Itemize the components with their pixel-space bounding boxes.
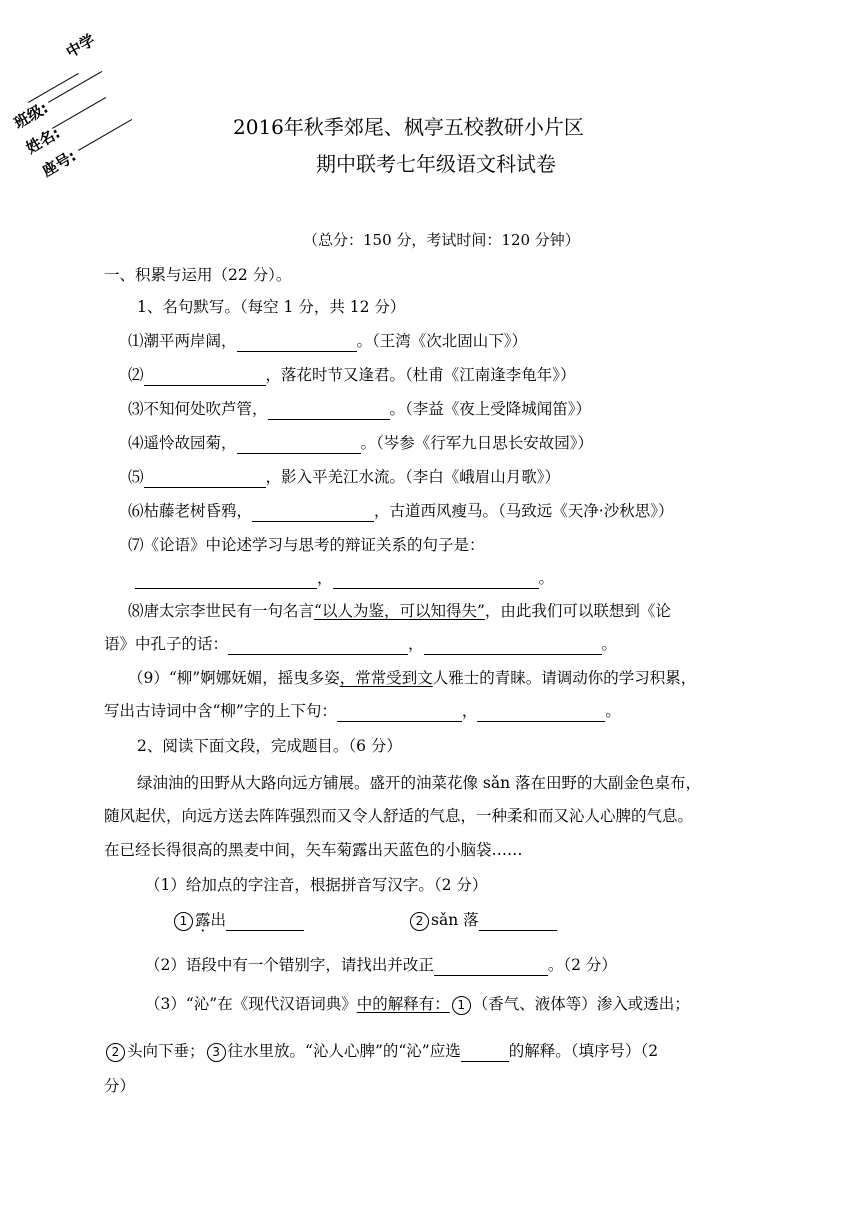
answer-blank[interactable] [434,959,548,976]
dotted-char: 露 [195,911,211,929]
answer-blank[interactable] [268,403,390,420]
question-1-item-7-answer [135,567,554,589]
circled-number: 1 [174,912,193,931]
school-label: 中学 [63,30,98,62]
answer-blank[interactable] [144,369,266,386]
question-1-item-8-answer [104,633,617,655]
sub-question-1-a [172,909,304,931]
item-text: 的解释。（填序号）（2 [508,1042,659,1060]
item-text: 语》中孔子的话： [104,635,229,653]
question-2-heading: 2、阅读下面文段，完成题目。（6 分） [137,737,402,755]
page-subtitle: 期中联考七年级语文科试卷 [316,152,556,176]
seat-label: 座号: [39,146,80,181]
item-source: ，古道西风瘦马。（马致远《天净·沙秋思》） [374,502,674,520]
answer-blank[interactable] [228,638,408,655]
question-1-item-1 [128,330,527,352]
name-label: 姓名: [23,123,64,158]
item-text: （2）语段中有一个错别字，请找出并改正 [145,956,434,974]
item-source: ，影入平羌江水流。（李白《峨眉山月歌》） [265,468,561,486]
question-1-item-8 [128,600,671,622]
sub-question-3-line-3: 分） [104,1077,136,1095]
item-text: 人雅士的青睐。请调动你的学习积累， [432,669,697,687]
answer-blank[interactable] [237,437,361,454]
passage-line-1: 绿油油的田野从大路向远方铺展。盛开的油菜花像 sǎn 落在田野的大副金色桌布， [137,774,702,792]
answer-blank[interactable] [252,505,374,522]
question-1-item-5 [128,466,560,488]
item-text: ⑴潮平两岸阔， [128,332,237,350]
item-text: 写出古诗词中含“柳”字的上下句： [104,702,337,720]
period: 。 [538,569,555,587]
sub-question-2 [145,954,617,976]
underlined-text: ，常常受到文 [339,669,433,687]
section-heading: 一、积累与运用（22 分）。 [104,266,292,284]
period: 。 [605,702,621,720]
student-info-stamp [0,0,170,200]
question-1-item-6 [128,500,673,522]
page-title: 2016年秋季郊尾、枫亭五校教研小片区 [233,115,584,139]
class-label: 班级: [11,98,52,133]
item-text: ⑶不知何处吹芦管， [128,400,268,418]
item-source: 。（王湾《次北固山下》） [356,332,528,350]
question-1-item-9 [128,667,696,689]
separator: ， [408,635,424,653]
answer-blank[interactable] [135,572,317,589]
circled-number: 1 [452,996,471,1015]
answer-blank[interactable] [424,638,602,655]
underlined-text: 中的解释有： [356,995,450,1013]
answer-blank[interactable] [226,914,304,931]
answer-blank[interactable] [144,471,266,488]
circled-number: 2 [106,1043,125,1062]
item-source: 。（李益《夜上受降城闻笛》） [389,400,592,418]
item-source: ，落花时节又逢君。（杜甫《江南逢李龟年》） [265,366,576,384]
sub-question-3-line-1 [145,993,690,1015]
item-text: sǎn 落 [431,911,479,929]
item-text: （3）“沁”在《现代汉语词典》 [145,995,357,1013]
question-1-item-4 [128,432,593,454]
circled-number: 3 [207,1043,226,1062]
item-text: 。（2 分） [547,956,617,974]
exam-info: （总分：150 分，考试时间：120 分钟） [303,231,580,249]
separator: ， [317,569,333,587]
answer-blank[interactable] [477,705,605,722]
item-text: （9）“柳”婀娜妩媚，摇曳多姿 [128,669,340,687]
answer-blank[interactable] [237,335,357,352]
famous-quote: “以人为鉴，可以知得失” [314,602,485,620]
answer-blank[interactable] [333,572,539,589]
item-text: ⑵ [128,366,144,384]
item-text: ，由此我们可以联想到《论 [484,602,671,620]
item-text: （香气、液体等）渗入或透出； [472,995,690,1013]
item-text: 头向下垂； [127,1042,205,1060]
item-text: 往水里放。“沁人心脾”的“沁”应选 [227,1042,461,1060]
answer-blank[interactable] [461,1045,509,1062]
question-1-item-7: ⑺《论语》中论述学习与思考的辩证关系的句子是： [128,536,485,554]
item-text: ⑸ [128,468,144,486]
answer-blank[interactable] [337,705,462,722]
item-text: 出 [210,911,227,929]
period: 。 [601,635,618,653]
name-line [52,97,106,129]
item-text: ⑹枯藤老树昏鸦， [128,502,253,520]
passage-line-2: 随风起伏，向远方送去阵阵强烈而又令人舒适的气息，一种柔和而又沁人心脾的气息。 [104,807,694,825]
question-1-item-3 [128,398,591,420]
sub-question-3-line-2 [104,1040,658,1062]
item-text: ⑻唐太宗李世民有一句名言 [128,602,315,620]
sub-question-1-b [408,909,557,931]
passage-line-3: 在已经长得很高的黑麦中间，矢车菊露出天蓝色的小脑袋…… [104,841,523,859]
seat-line [78,119,132,151]
item-source: 。（岑参《行军九日思长安故园》） [360,434,594,452]
question-1-heading: 1、名句默写。（每空 1 分，共 12 分） [137,298,406,316]
separator: ， [461,702,478,720]
question-1-item-2 [128,364,576,386]
answer-blank[interactable] [479,914,557,931]
sub-question-1: （1）给加点的字注音，根据拼音写汉字。（2 分） [145,876,488,894]
question-1-item-9-answer [104,700,621,722]
item-text: ⑷遥怜故园菊， [128,434,237,452]
circled-number: 2 [410,912,429,931]
